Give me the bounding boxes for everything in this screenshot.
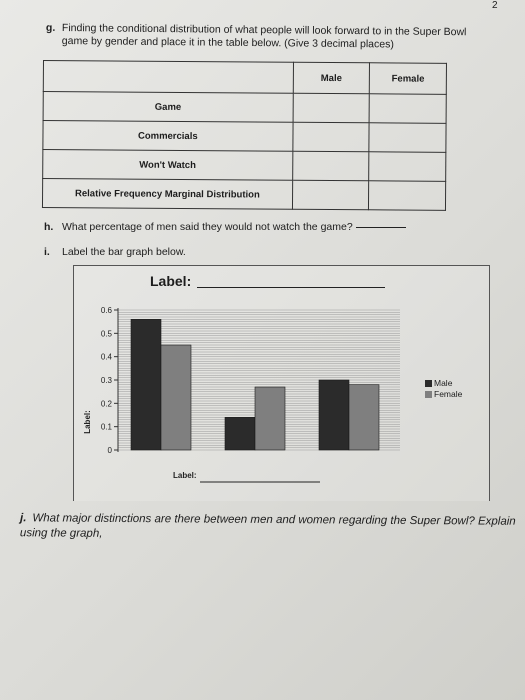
row-label-marginal: Relative Frequency Marginal Distribution	[42, 179, 292, 210]
legend-label-female: Female	[434, 389, 463, 399]
table-cell	[293, 93, 370, 123]
table-header-row	[43, 61, 446, 95]
y-tick-label: 0	[107, 446, 112, 455]
table-cell	[369, 152, 446, 182]
legend-item-male	[425, 378, 462, 389]
question-g	[45, 21, 482, 52]
table-cell	[293, 122, 370, 152]
bar-female-3	[349, 385, 379, 450]
table-corner-cell	[43, 61, 293, 94]
table-row	[43, 150, 446, 182]
chart-title: Label:	[150, 273, 192, 289]
legend-item-female	[425, 389, 462, 400]
y-tick-label: 0.3	[100, 376, 112, 385]
column-header-male: Male	[293, 62, 370, 94]
table-cell	[369, 123, 446, 153]
answer-blank[interactable]	[356, 227, 406, 228]
legend-swatch-female	[425, 391, 432, 398]
table-cell	[292, 180, 369, 210]
table-cell	[369, 181, 446, 211]
question-h-text: What percentage of men said they would not watch the game?	[62, 221, 353, 233]
table-cell	[369, 94, 446, 124]
legend-label-male: Male	[434, 378, 453, 388]
chart-legend	[425, 378, 462, 400]
bar-male-2	[225, 417, 255, 450]
y-tick-label: 0.5	[100, 329, 112, 339]
question-j	[20, 511, 520, 544]
table-row	[42, 179, 445, 211]
question-i-text: Label the bar graph below.	[62, 246, 186, 258]
bar-female-1	[161, 345, 191, 450]
y-tick-label: 0.1	[100, 422, 112, 432]
question-h	[44, 221, 406, 234]
row-label-game: Game	[43, 92, 293, 123]
row-label-wont-watch: Won't Watch	[43, 150, 293, 181]
x-axis-label: Label:	[173, 471, 197, 480]
question-i	[44, 246, 186, 259]
question-g-marker: g.	[45, 21, 56, 34]
page-number: 2	[492, 0, 498, 11]
row-label-commercials: Commercials	[43, 121, 293, 152]
column-header-female: Female	[370, 63, 447, 95]
question-j-text: What major distinctions are there between men and women regarding the Super Bowl? Explain using the graph,	[19, 512, 516, 540]
y-axis-label: Label:	[83, 410, 92, 434]
question-h-marker: h.	[44, 221, 54, 233]
table-cell	[292, 151, 369, 181]
conditional-distribution-table	[42, 60, 447, 211]
bar-female-2	[255, 387, 285, 450]
question-j-marker: j.	[20, 512, 27, 525]
question-i-marker: i.	[44, 246, 50, 258]
table-row	[43, 92, 446, 124]
bar-male-1	[131, 319, 161, 450]
y-tick-label: 0.6	[100, 306, 112, 315]
table-row	[43, 121, 446, 153]
y-tick-label: 0.4	[100, 352, 112, 362]
y-tick-label: 0.2	[100, 399, 112, 409]
question-g-text: Finding the conditional distribution of what people will look forward to in the Super Bowl game by gender and place it in the table below. (Give 3 decimal places)	[61, 22, 467, 51]
bar-male-3	[319, 380, 349, 450]
legend-swatch-male	[425, 380, 432, 387]
